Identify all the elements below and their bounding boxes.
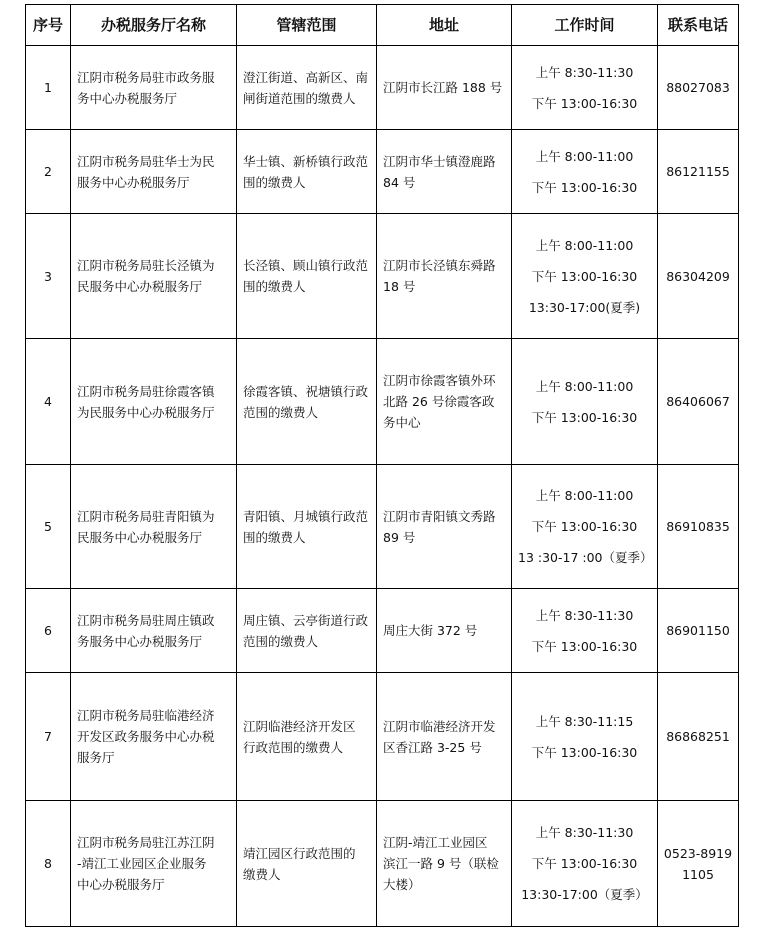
cell-address-line: 周庄大街 372 号 — [383, 623, 478, 638]
cell-hall-name-line: 服务中心办税服务厅 — [77, 174, 190, 190]
cell-address — [377, 46, 512, 130]
table-row — [26, 589, 739, 673]
cell-address-line: 务中心 — [383, 415, 421, 430]
cell-scope — [237, 801, 377, 927]
cell-address-line: 江阴市长江路 188 号 — [383, 80, 503, 95]
cell-hall-name-line: 江阴市税务局驻市政务服 — [77, 69, 215, 85]
cell-scope-line: 青阳镇、月城镇行政范 — [243, 508, 369, 524]
cell-seq: 1 — [26, 46, 71, 130]
cell-seq: 5 — [26, 465, 71, 589]
cell-hall-name — [71, 465, 237, 589]
cell-scope-line: 江阴临港经济开发区 — [243, 718, 356, 734]
cell-scope — [237, 589, 377, 673]
cell-scope — [237, 673, 377, 801]
cell-phone-line: 86304209 — [666, 268, 730, 284]
header-seq: 序号 — [26, 5, 71, 46]
cell-hall-name-line: 江阴市税务局驻临港经济 — [77, 708, 215, 723]
header-hall-name: 办税服务厅名称 — [71, 5, 237, 46]
cell-phone — [658, 589, 739, 673]
cell-address — [377, 465, 512, 589]
cell-address — [377, 801, 512, 927]
cell-working-hours — [512, 46, 658, 130]
service-hall-table — [25, 4, 739, 927]
cell-scope-line: 围的缴费人 — [243, 279, 306, 294]
cell-phone-line: 88027083 — [666, 80, 730, 95]
table-row — [26, 339, 739, 465]
cell-scope — [237, 339, 377, 465]
cell-working-hours-line: 13:30-17:00（夏季） — [521, 887, 648, 902]
cell-address-line: 大楼） — [383, 877, 421, 892]
cell-scope-line: 行政范围的缴费人 — [243, 739, 344, 755]
cell-address-line: 江阴市青阳镇文秀路 — [383, 508, 496, 524]
header-working-hours: 工作时间 — [512, 5, 658, 46]
cell-phone-line: 1105 — [682, 866, 714, 882]
cell-address — [377, 589, 512, 673]
cell-working-hours-line: 下午 13:00-16:30 — [531, 409, 638, 425]
cell-hall-name — [71, 214, 237, 339]
cell-scope-line: 范围的缴费人 — [243, 404, 319, 420]
cell-hall-name-line: 民服务中心办税服务厅 — [77, 279, 203, 294]
cell-scope-line: 长泾镇、顾山镇行政范 — [243, 258, 369, 273]
cell-working-hours — [512, 214, 658, 339]
header-phone: 联系电话 — [658, 5, 739, 46]
cell-hall-name-line: -靖江工业园区企业服务 — [77, 856, 207, 871]
cell-hall-name-line: 江阴市税务局驻江苏江阴 — [77, 835, 215, 850]
cell-scope-line: 华士镇、新桥镇行政范 — [243, 153, 369, 169]
cell-address-line: 江阴-靖江工业园区 — [383, 835, 488, 850]
cell-hall-name — [71, 339, 237, 465]
cell-seq: 7 — [26, 673, 71, 801]
cell-scope — [237, 465, 377, 589]
cell-working-hours — [512, 589, 658, 673]
cell-address-line: 84 号 — [383, 174, 416, 190]
cell-working-hours-line: 上午 8:30-11:30 — [535, 607, 634, 623]
cell-scope-line: 缴费人 — [243, 866, 281, 882]
cell-address-line: 江阴市临港经济开发 — [383, 718, 496, 734]
cell-working-hours-line: 下午 13:00-16:30 — [531, 638, 638, 654]
cell-seq: 2 — [26, 130, 71, 214]
cell-scope — [237, 130, 377, 214]
cell-working-hours-line: 13 :30-17 :00（夏季） — [518, 550, 653, 565]
cell-hall-name-line: 服务厅 — [77, 750, 115, 765]
cell-hall-name-line: 务中心办税服务厅 — [77, 90, 178, 106]
cell-address — [377, 673, 512, 801]
cell-scope — [237, 214, 377, 339]
cell-hall-name — [71, 46, 237, 130]
cell-phone — [658, 673, 739, 801]
cell-phone — [658, 801, 739, 927]
cell-phone — [658, 214, 739, 339]
cell-phone-line: 86910835 — [666, 519, 730, 534]
cell-phone — [658, 130, 739, 214]
cell-scope-line: 靖江园区行政范围的 — [243, 845, 356, 861]
cell-working-hours-line: 下午 13:00-16:30 — [531, 95, 638, 111]
service-hall-table-container — [25, 4, 739, 927]
cell-address-line: 北路 26 号徐霞客政 — [383, 394, 495, 409]
cell-working-hours-line: 下午 13:00-16:30 — [531, 856, 638, 871]
cell-phone — [658, 339, 739, 465]
cell-working-hours-line: 上午 8:30-11:15 — [535, 713, 634, 729]
cell-seq: 8 — [26, 801, 71, 927]
cell-working-hours-line: 上午 8:30-11:30 — [535, 825, 634, 840]
cell-hall-name-line: 中心办税服务厅 — [77, 877, 165, 892]
cell-phone — [658, 465, 739, 589]
cell-hall-name — [71, 589, 237, 673]
table-row — [26, 801, 739, 927]
cell-working-hours — [512, 673, 658, 801]
cell-address — [377, 130, 512, 214]
cell-hall-name — [71, 801, 237, 927]
cell-working-hours-line: 13:30-17:00(夏季) — [528, 299, 641, 315]
cell-hall-name-line: 江阴市税务局驻青阳镇为 — [77, 508, 215, 524]
cell-working-hours-line: 下午 13:00-16:30 — [531, 519, 638, 534]
table-row — [26, 46, 739, 130]
cell-seq: 4 — [26, 339, 71, 465]
header-address: 地址 — [377, 5, 512, 46]
cell-scope-line: 围的缴费人 — [243, 529, 306, 545]
cell-address-line: 区香江路 3-25 号 — [383, 739, 482, 755]
cell-phone-line: 0523-8919 — [663, 845, 733, 861]
cell-scope-line: 围的缴费人 — [243, 174, 306, 190]
cell-address-line: 89 号 — [383, 529, 416, 545]
cell-working-hours-line: 下午 13:00-16:30 — [531, 268, 638, 284]
cell-scope-line: 范围的缴费人 — [243, 633, 319, 649]
table-row — [26, 130, 739, 214]
cell-working-hours — [512, 339, 658, 465]
table-header-row — [26, 5, 739, 46]
cell-hall-name-line: 民服务中心办税服务厅 — [77, 529, 203, 545]
cell-hall-name-line: 江阴市税务局驻徐霞客镇 — [77, 383, 215, 399]
cell-address-line: 江阴市长泾镇东舜路 — [383, 258, 496, 273]
table-row — [26, 673, 739, 801]
cell-phone-line: 86868251 — [666, 729, 730, 744]
cell-hall-name — [71, 673, 237, 801]
cell-working-hours-line: 上午 8:00-11:00 — [535, 488, 634, 503]
cell-working-hours — [512, 465, 658, 589]
cell-working-hours-line: 上午 8:00-11:00 — [535, 237, 634, 253]
cell-phone-line: 86121155 — [666, 164, 730, 179]
cell-working-hours-line: 上午 8:00-11:00 — [535, 378, 634, 394]
cell-address-line: 18 号 — [383, 279, 416, 294]
cell-working-hours — [512, 130, 658, 214]
cell-scope-line: 徐霞客镇、祝塘镇行政 — [243, 383, 369, 399]
cell-address-line: 江阴市徐霞客镇外环 — [383, 373, 496, 388]
cell-hall-name-line: 务服务中心办税服务厅 — [77, 633, 203, 649]
cell-working-hours-line: 上午 8:00-11:00 — [535, 148, 634, 164]
cell-scope-line: 周庄镇、云亭街道行政 — [243, 612, 369, 628]
cell-hall-name-line: 开发区政务服务中心办税 — [77, 729, 215, 744]
cell-hall-name-line: 为民服务中心办税服务厅 — [77, 404, 215, 420]
table-row — [26, 465, 739, 589]
cell-working-hours-line: 下午 13:00-16:30 — [531, 179, 638, 195]
table-row — [26, 214, 739, 339]
cell-hall-name-line: 江阴市税务局驻周庄镇政 — [77, 612, 215, 628]
cell-address — [377, 339, 512, 465]
cell-hall-name-line: 江阴市税务局驻长泾镇为 — [77, 258, 215, 273]
cell-scope-line: 闸街道范围的缴费人 — [243, 90, 356, 106]
cell-working-hours-line: 上午 8:30-11:30 — [535, 64, 634, 80]
cell-phone-line: 86901150 — [666, 623, 730, 638]
cell-hall-name-line: 江阴市税务局驻华士为民 — [77, 153, 215, 169]
cell-phone — [658, 46, 739, 130]
header-scope: 管辖范围 — [237, 5, 377, 46]
cell-address-line: 滨江一路 9 号（联检 — [383, 856, 499, 871]
cell-seq: 6 — [26, 589, 71, 673]
cell-seq: 3 — [26, 214, 71, 339]
cell-scope — [237, 46, 377, 130]
cell-address-line: 江阴市华士镇澄鹿路 — [383, 153, 496, 169]
cell-address — [377, 214, 512, 339]
cell-scope-line: 澄江街道、高新区、南 — [243, 69, 369, 85]
cell-working-hours-line: 下午 13:00-16:30 — [531, 744, 638, 760]
cell-working-hours — [512, 801, 658, 927]
cell-phone-line: 86406067 — [666, 394, 730, 409]
cell-hall-name — [71, 130, 237, 214]
